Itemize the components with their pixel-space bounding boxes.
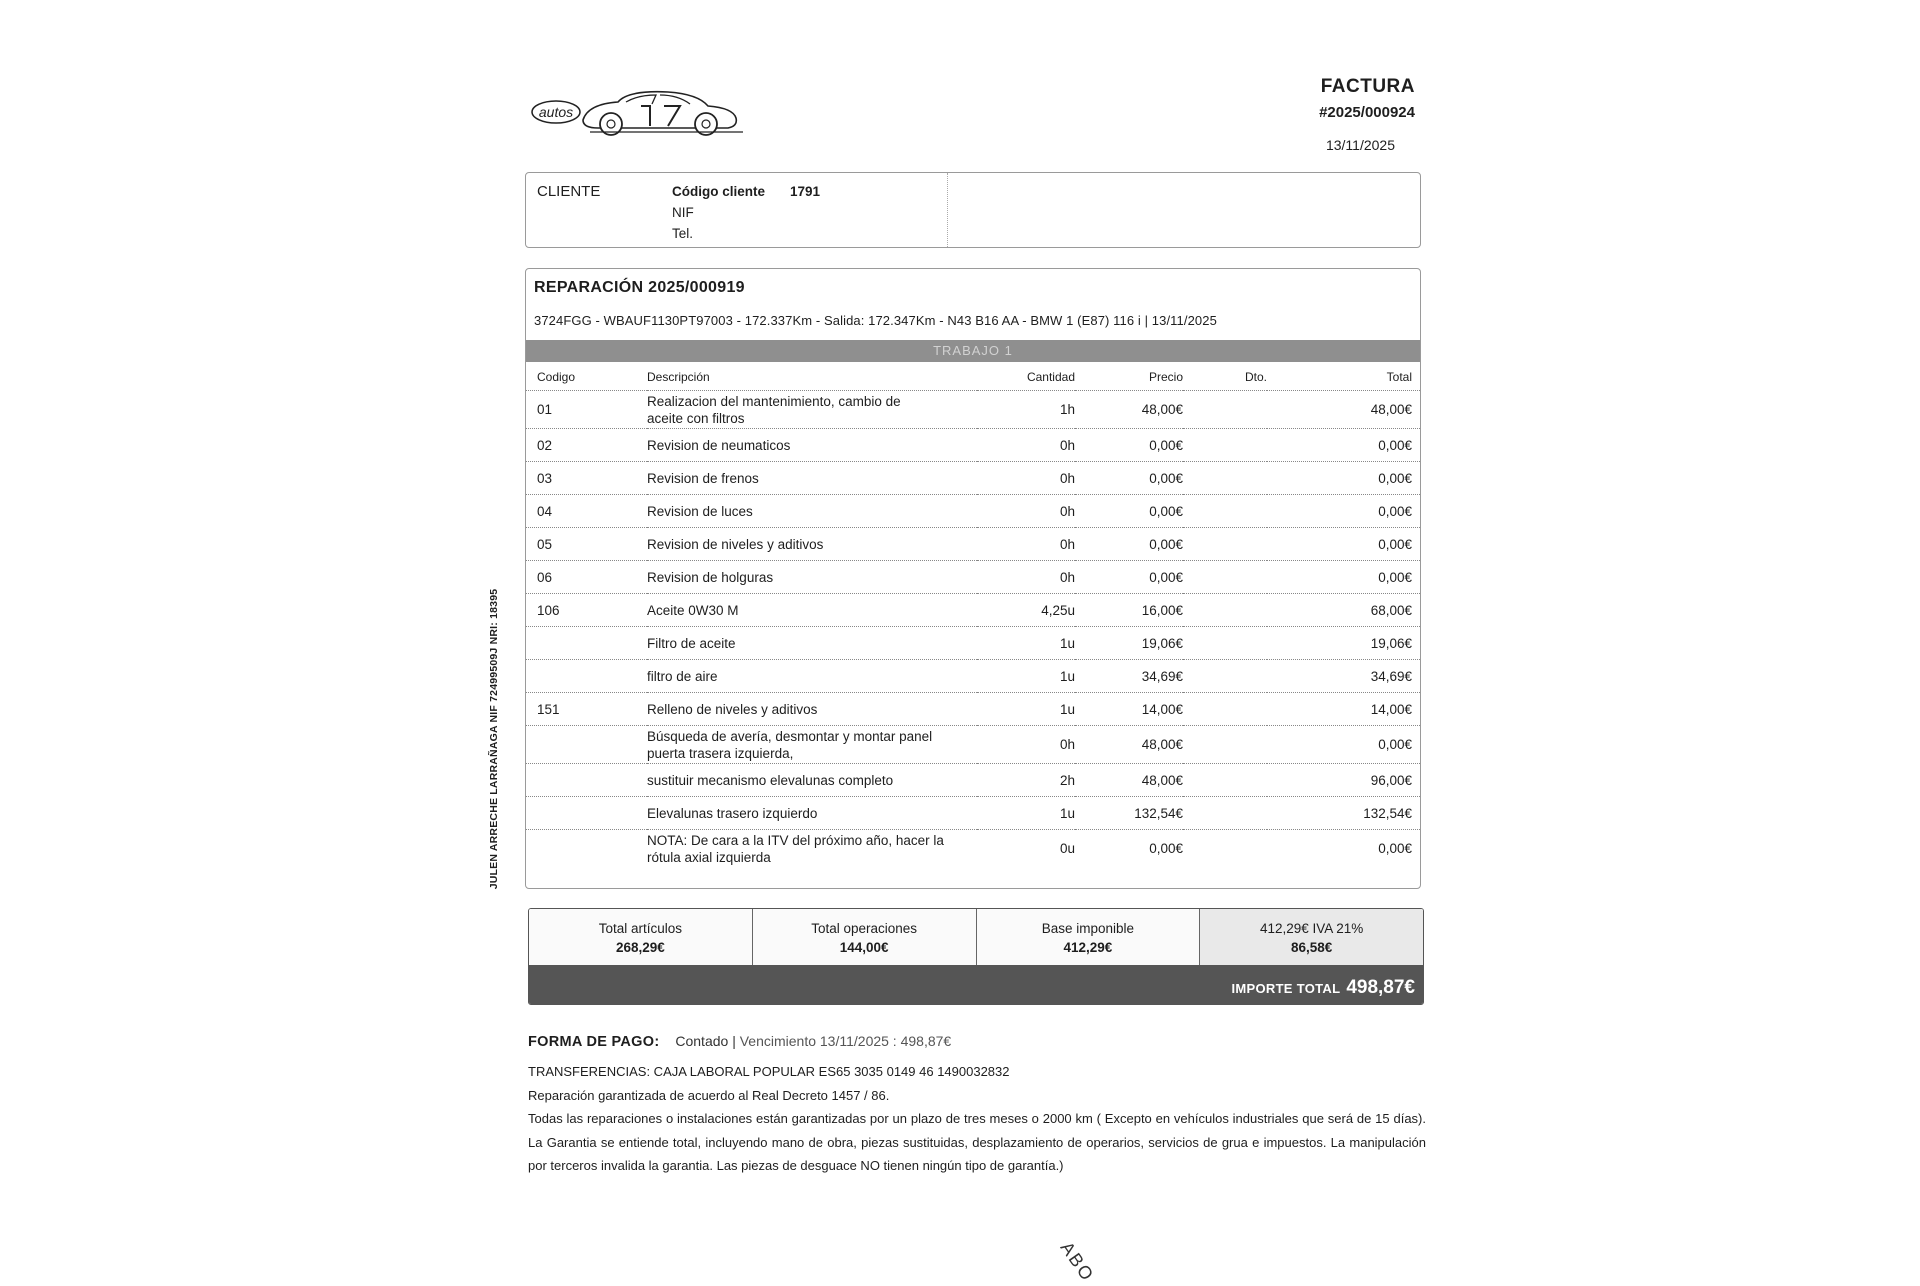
bank-transfer-line: TRANSFERENCIAS: CAJA LABORAL POPULAR ES65 3035 0149 46 1490032832 [528, 1064, 1010, 1079]
item-quantity: 0h [977, 462, 1075, 495]
item-total: 0,00€ [1267, 462, 1420, 495]
item-total: 96,00€ [1267, 764, 1420, 797]
items-table [526, 364, 1420, 867]
table-row [526, 830, 1420, 868]
item-description: Revision de niveles y aditivos [647, 528, 977, 561]
item-quantity: 0h [977, 495, 1075, 528]
item-price: 34,69€ [1075, 660, 1183, 693]
client-label: CLIENTE [537, 183, 601, 200]
tax-base-label: Base imponible [1041, 921, 1135, 936]
item-code: 01 [526, 391, 647, 429]
item-description [647, 830, 977, 868]
col-code: Codigo [526, 364, 647, 391]
item-price: 0,00€ [1075, 561, 1183, 594]
item-quantity: 1u [977, 627, 1075, 660]
payment-separator: | [732, 1033, 736, 1049]
item-price: 0,00€ [1149, 841, 1183, 856]
stamp-fragment: ABO [1056, 1238, 1099, 1286]
item-quantity: 0h [977, 429, 1075, 462]
item-price: 0,00€ [1075, 462, 1183, 495]
iva-cell [1200, 909, 1423, 965]
item-description [647, 391, 977, 429]
col-total: Total [1267, 364, 1420, 391]
total-articles-label: Total artículos [598, 921, 683, 936]
legal-notes [528, 1060, 1426, 1178]
table-row [526, 764, 1420, 797]
item-quantity: 4,25u [977, 594, 1075, 627]
item-total: 0,00€ [1267, 561, 1420, 594]
item-discount [1183, 391, 1267, 429]
client-code-label: Código cliente [672, 184, 766, 199]
item-total: 14,00€ [1267, 693, 1420, 726]
table-row [526, 528, 1420, 561]
payment-line [528, 1033, 951, 1050]
item-code [526, 797, 647, 830]
total-operations-cell [753, 909, 977, 965]
col-price: Precio [1075, 364, 1183, 391]
item-total: 0,00€ [1267, 726, 1420, 764]
item-code: 05 [526, 528, 647, 561]
tel-label: Tel. [672, 226, 694, 241]
item-code: 02 [526, 429, 647, 462]
guarantee-decree: Reparación garantizada de acuerdo al Real Decreto 1457 / 86. [528, 1087, 890, 1103]
item-quantity: 1u [977, 693, 1075, 726]
item-code [526, 627, 647, 660]
item-total: 132,54€ [1267, 797, 1420, 830]
item-price: 0,00€ [1075, 528, 1183, 561]
client-code-value: 1791 [790, 184, 821, 199]
item-description-line-1: Realizacion del mantenimiento, cambio de [647, 393, 901, 409]
item-price: 14,00€ [1075, 693, 1183, 726]
nif-label: NIF [672, 205, 694, 220]
company-logo [528, 82, 758, 142]
total-operations-label: Total operaciones [811, 921, 918, 936]
item-price: 16,00€ [1075, 594, 1183, 627]
item-discount [1183, 495, 1267, 528]
item-total: 0,00€ [1378, 841, 1412, 856]
repair-title: REPARACIÓN 2025/000919 [534, 279, 745, 296]
table-row [526, 660, 1420, 693]
client-box [525, 172, 1421, 248]
item-code: 04 [526, 495, 647, 528]
iva-value: 86,58€ [1290, 940, 1333, 955]
item-discount [1183, 693, 1267, 726]
item-description-line-2: rótula axial izquierda [647, 849, 771, 865]
item-description: Filtro de aceite [647, 627, 977, 660]
payment-method: Contado [675, 1033, 729, 1049]
item-quantity: 1h [977, 391, 1075, 429]
invoice-title: FACTURA [1320, 76, 1415, 97]
car-logo-icon [528, 82, 758, 142]
item-total: 19,06€ [1267, 627, 1420, 660]
total-articles-cell [529, 909, 753, 965]
item-description-line-1: Búsqueda de avería, desmontar y montar panel [647, 728, 933, 744]
guarantee-text: Todas las reparaciones o instalaciones están garantizadas por un plazo de tres meses o 2000 km ( Excepto en vehículos industriales que será de 15 días). La Garantia se entiende total, incluyendo mano de obra, piezas sustituidas, desplazamiento de operarios, servicios de grua e impuestos. La manipulación por terceros invalida la garantia. Las piezas de desguace NO tienen ningún tipo de garantía.) [528, 1111, 1426, 1173]
item-quantity: 0h [977, 561, 1075, 594]
item-code: 03 [526, 462, 647, 495]
table-row [526, 693, 1420, 726]
item-discount [1183, 561, 1267, 594]
repair-box [525, 268, 1421, 889]
item-price: 19,06€ [1075, 627, 1183, 660]
item-quantity: 2h [977, 764, 1075, 797]
item-price: 132,54€ [1075, 797, 1183, 830]
item-price: 48,00€ [1075, 726, 1183, 764]
item-description: filtro de aire [647, 660, 977, 693]
grand-total-bar [529, 965, 1423, 1005]
item-total: 0,00€ [1267, 429, 1420, 462]
items-body [526, 391, 1420, 868]
item-description: Elevalunas trasero izquierdo [647, 797, 977, 830]
item-total: 34,69€ [1267, 660, 1420, 693]
table-row [526, 391, 1420, 429]
total-operations-value: 144,00€ [839, 940, 889, 955]
col-description: Descripción [647, 364, 977, 391]
item-description: Revision de holguras [647, 561, 977, 594]
item-discount [1183, 627, 1267, 660]
item-discount [1183, 462, 1267, 495]
invoice-sheet [525, 60, 1425, 1260]
item-discount [1183, 830, 1267, 868]
table-row [526, 495, 1420, 528]
item-total: 0,00€ [1267, 495, 1420, 528]
totals-cells [529, 909, 1423, 965]
item-price: 0,00€ [1075, 495, 1183, 528]
table-row [526, 429, 1420, 462]
item-description: Revision de luces [647, 495, 977, 528]
item-quantity: 0h [977, 726, 1075, 764]
item-discount [1183, 660, 1267, 693]
logo-text: autos [538, 104, 574, 120]
vehicle-info: 3724FGG - WBAUF1130PT97003 - 172.337Km - Salida: 172.347Km - N43 B16 AA - BMW 1 (E87) 116 i | 13/11/2025 [534, 313, 1217, 328]
item-description: Aceite 0W30 M [647, 594, 977, 627]
item-code: 06 [526, 561, 647, 594]
client-fields [672, 181, 820, 244]
table-row [526, 726, 1420, 764]
col-discount: Dto. [1183, 364, 1267, 391]
item-price: 0,00€ [1075, 429, 1183, 462]
item-discount [1183, 726, 1267, 764]
table-row [526, 797, 1420, 830]
table-header-row [526, 364, 1420, 391]
grand-total-label: IMPORTE TOTAL [1231, 981, 1341, 996]
item-price: 48,00€ [1075, 391, 1183, 429]
item-description: Relleno de niveles y aditivos [647, 693, 977, 726]
iva-label: 412,29€ IVA 21% [1259, 921, 1364, 936]
item-discount [1183, 797, 1267, 830]
item-description-line-2: aceite con filtros [647, 410, 745, 426]
item-quantity: 1u [977, 797, 1075, 830]
item-discount [1183, 528, 1267, 561]
payment-label: FORMA DE PAGO: [528, 1034, 660, 1050]
payment-due: Vencimiento 13/11/2025 : 498,87€ [739, 1033, 952, 1049]
item-code [526, 830, 647, 868]
item-quantity: 1u [977, 660, 1075, 693]
table-row [526, 627, 1420, 660]
item-description [647, 726, 977, 764]
item-code: 151 [526, 693, 647, 726]
item-description-line-2: puerta trasera izquierda, [647, 745, 794, 761]
item-total: 68,00€ [1267, 594, 1420, 627]
table-row [526, 561, 1420, 594]
item-code [526, 764, 647, 797]
invoice-number: #2025/000924 [1319, 104, 1415, 121]
item-code: 106 [526, 594, 647, 627]
item-description: sustituir mecanismo elevalunas completo [647, 764, 977, 797]
item-description-line-1: NOTA: De cara a la ITV del próximo año, hacer la [647, 832, 944, 848]
work-section-bar: TRABAJO 1 [526, 340, 1420, 362]
table-row [526, 594, 1420, 627]
tax-base-cell [977, 909, 1201, 965]
item-discount [1183, 594, 1267, 627]
item-description: Revision de frenos [647, 462, 977, 495]
grand-total-value: 498,87€ [1346, 977, 1415, 998]
item-code [526, 726, 647, 764]
totals-box [528, 908, 1424, 1005]
item-quantity: 0u [1059, 841, 1075, 856]
item-discount [1183, 429, 1267, 462]
table-row [526, 462, 1420, 495]
grand-total [1231, 977, 1415, 999]
item-code [526, 660, 647, 693]
client-divider [947, 173, 949, 247]
total-articles-value: 268,29€ [615, 940, 665, 955]
item-discount [1183, 764, 1267, 797]
item-description: Revision de neumaticos [647, 429, 977, 462]
invoice-date: 13/11/2025 [1325, 137, 1395, 153]
item-quantity: 0h [977, 528, 1075, 561]
item-total: 0,00€ [1267, 528, 1420, 561]
tax-base-value: 412,29€ [1063, 940, 1113, 955]
col-quantity: Cantidad [977, 364, 1075, 391]
vertical-company-info: JULEN ARRECHE LARRAÑAGA NIF 72499509J NRI: 18395 [488, 588, 500, 890]
item-total: 48,00€ [1267, 391, 1420, 429]
item-price: 48,00€ [1075, 764, 1183, 797]
